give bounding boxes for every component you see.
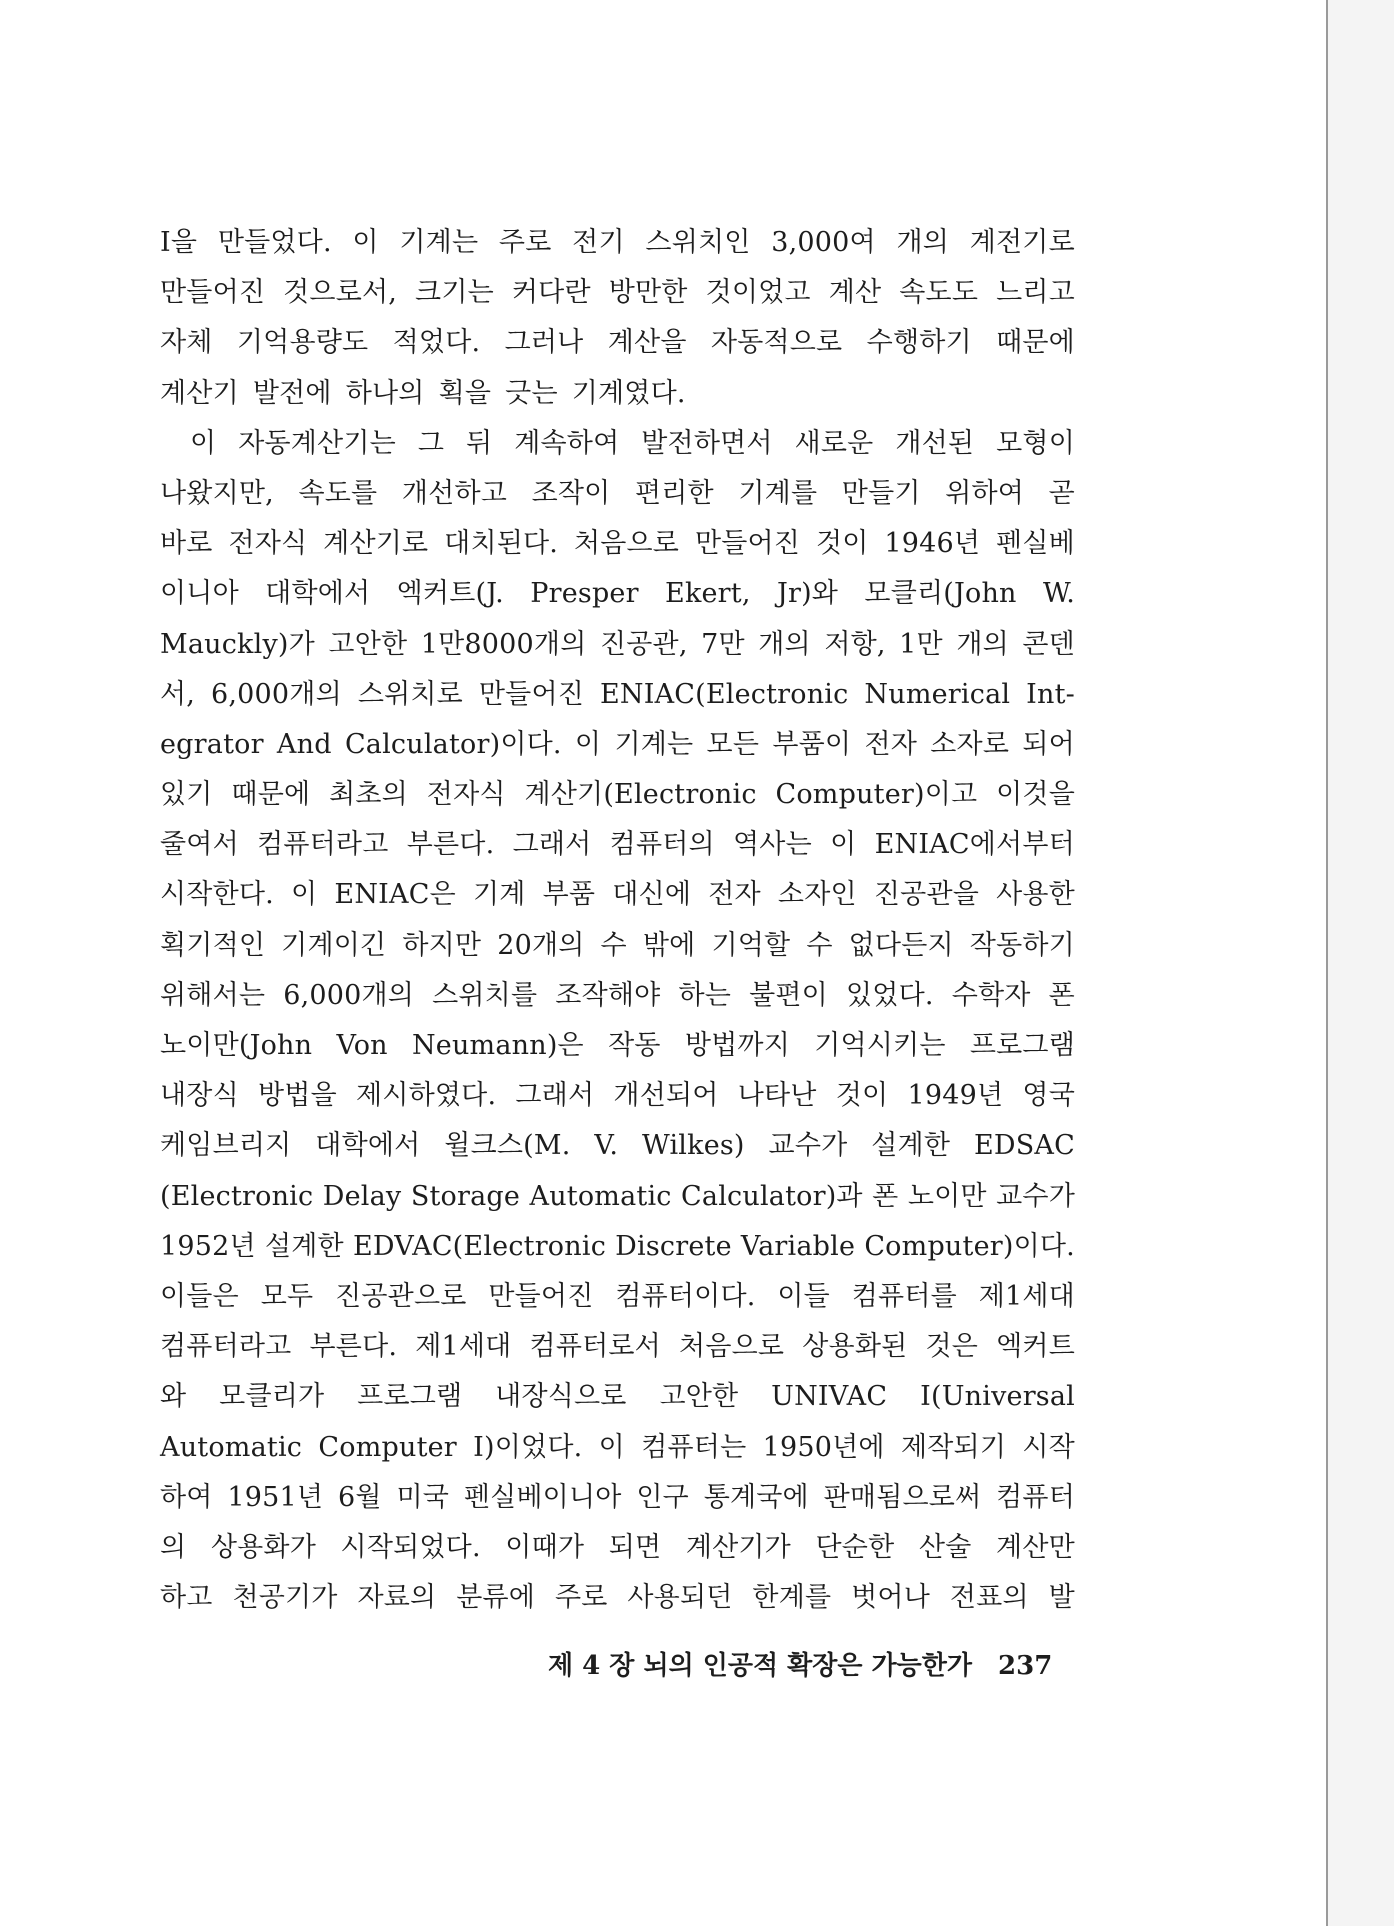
page-number: 237: [998, 1651, 1053, 1681]
body-text: [160, 220, 1075, 1625]
text-line: 나왔지만, 속도를 개선하고 조작이 편리한 기계를 만들기 위하여 곧: [160, 477, 1075, 509]
text-line: 컴퓨터라고 부른다. 제1세대 컴퓨터로서 처음으로 상용화된 것은 엑커트: [160, 1331, 1075, 1363]
running-footer: [548, 1645, 1052, 1682]
text-line: 있기 때문에 최초의 전자식 계산기(Electronic Computer)이고 이것을: [160, 779, 1075, 811]
text-line: 케임브리지 대학에서 윌크스(M. V. Wilkes) 교수가 설계한 EDSAC: [160, 1130, 1075, 1162]
text-line: 바로 전자식 계산기로 대치된다. 처음으로 만들어진 것이 1946년 펜실베: [160, 528, 1075, 560]
text-line: Ⅰ을 만들었다. 이 기계는 주로 전기 스위치인 3,000여 개의 계전기로: [160, 227, 1075, 258]
text-line: 위해서는 6,000개의 스위치를 조작해야 하는 불편이 있었다. 수학자 폰: [160, 979, 1075, 1011]
text-line: 와 모클리가 프로그램 내장식으로 고안한 UNIVAC Ⅰ(Universal: [160, 1381, 1075, 1413]
chapter-title: 제 4 장 뇌의 인공적 확장은 가능한가: [548, 1651, 973, 1681]
text-line: 하고 천공기가 자료의 분류에 주로 사용되던 한계를 벗어나 전표의 발: [160, 1582, 1075, 1614]
text-line: Automatic Computer Ⅰ)이었다. 이 컴퓨터는 1950년에 제작되기 시작: [160, 1431, 1075, 1463]
text-line: 서, 6,000개의 스위치로 만들어진 ENIAC(Electronic Numerical Int-: [160, 678, 1075, 710]
text-line: 1952년 설계한 EDVAC(Electronic Discrete Variable Computer)이다.: [160, 1230, 1075, 1262]
text-line: 노이만(John Von Neumann)은 작동 방법까지 기억시키는 프로그램: [160, 1030, 1075, 1061]
text-line: 하여 1951년 6월 미국 펜실베이니아 인구 통계국에 판매됨으로써 컴퓨터: [160, 1481, 1075, 1513]
text-line: 이니아 대학에서 엑커트(J. Presper Ekert, Jr)와 모클리(John W.: [160, 578, 1075, 610]
text-line: Mauckly)가 고안한 1만8000개의 진공관, 7만 개의 저항, 1만 개의 콘덴: [160, 628, 1075, 660]
text-line: 시작한다. 이 ENIAC은 기계 부품 대신에 전자 소자인 진공관을 사용한: [160, 879, 1075, 911]
text-line: (Electronic Delay Storage Automatic Calculator)과 폰 노이만 교수가: [160, 1180, 1075, 1212]
text-line: egrator And Calculator)이다. 이 기계는 모든 부품이 전자 소자로 되어: [160, 728, 1075, 760]
text-line: 줄여서 컴퓨터라고 부른다. 그래서 컴퓨터의 역사는 이 ENIAC에서부터: [160, 829, 1075, 861]
text-line: 만들어진 것으로서, 크기는 커다란 방만한 것이었고 계산 속도도 느리고: [160, 277, 1075, 309]
text-line: 이 자동계산기는 그 뒤 계속하여 발전하면서 새로운 개선된 모형이: [190, 427, 1075, 459]
text-line: 이들은 모두 진공관으로 만들어진 컴퓨터이다. 이들 컴퓨터를 제1세대: [160, 1280, 1075, 1312]
text-line: 내장식 방법을 제시하였다. 그래서 개선되어 나타난 것이 1949년 영국: [160, 1080, 1075, 1112]
viewer-gutter: [1328, 0, 1394, 1926]
text-line: 획기적인 기계이긴 하지만 20개의 수 밖에 기억할 수 없다든지 작동하기: [160, 929, 1075, 961]
text-line: 의 상용화가 시작되었다. 이때가 되면 계산기가 단순한 산술 계산만: [160, 1531, 1075, 1563]
text-line: 자체 기억용량도 적었다. 그러나 계산을 자동적으로 수행하기 때문에: [160, 327, 1075, 359]
text-line: 계산기 발전에 하나의 획을 긋는 기계였다.: [160, 377, 686, 409]
